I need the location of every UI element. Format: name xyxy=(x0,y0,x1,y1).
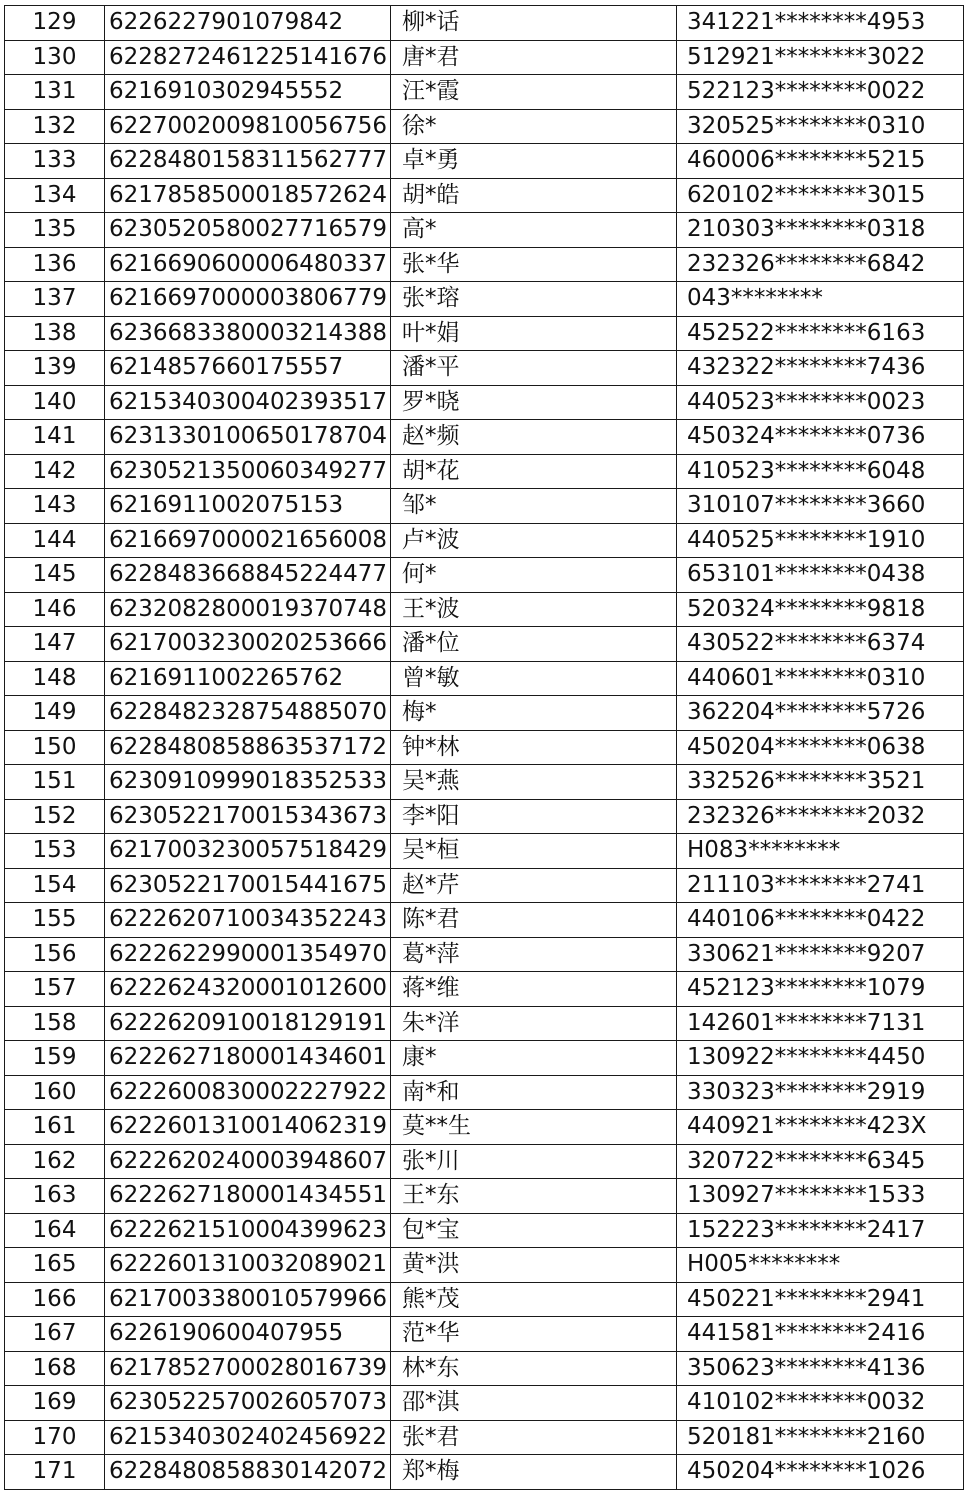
id-number-cell: 410523********6048 xyxy=(677,454,964,489)
table-row xyxy=(5,972,964,1007)
row-number-cell: 162 xyxy=(5,1144,105,1179)
name-cell: 罗*晓 xyxy=(391,385,677,420)
row-number-cell: 164 xyxy=(5,1213,105,1248)
id-number-cell: 211103********2741 xyxy=(677,868,964,903)
name-cell: 邹* xyxy=(391,489,677,524)
name-cell: 汪*霞 xyxy=(391,75,677,110)
row-number-cell: 149 xyxy=(5,696,105,731)
row-number-cell: 157 xyxy=(5,972,105,1007)
name-cell: 胡*皓 xyxy=(391,178,677,213)
id-number-cell: 410102********0032 xyxy=(677,1386,964,1421)
id-number-cell: 450204********1026 xyxy=(677,1455,964,1490)
card-number-cell: 6231330100650178704 xyxy=(105,420,391,455)
table-row xyxy=(5,1420,964,1455)
name-cell: 卓*勇 xyxy=(391,144,677,179)
table-row xyxy=(5,282,964,317)
table-row xyxy=(5,40,964,75)
row-number-cell: 165 xyxy=(5,1248,105,1283)
table-row xyxy=(5,696,964,731)
row-number-cell: 146 xyxy=(5,592,105,627)
id-number-cell: 350623********4136 xyxy=(677,1351,964,1386)
card-number-cell: 6216910302945552 xyxy=(105,75,391,110)
table-row xyxy=(5,592,964,627)
name-cell: 卢*波 xyxy=(391,523,677,558)
row-number-cell: 167 xyxy=(5,1317,105,1352)
table-row xyxy=(5,730,964,765)
table-row xyxy=(5,109,964,144)
name-cell: 钟*林 xyxy=(391,730,677,765)
card-number-cell: 6226190600407955 xyxy=(105,1317,391,1352)
card-number-cell: 6230522570026057073 xyxy=(105,1386,391,1421)
table-row xyxy=(5,1110,964,1145)
table-row xyxy=(5,316,964,351)
table-row xyxy=(5,6,964,41)
card-number-cell: 6230522170015343673 xyxy=(105,799,391,834)
name-cell: 南*和 xyxy=(391,1075,677,1110)
name-cell: 林*东 xyxy=(391,1351,677,1386)
row-number-cell: 140 xyxy=(5,385,105,420)
id-number-cell: 232326********6842 xyxy=(677,247,964,282)
name-cell: 胡*花 xyxy=(391,454,677,489)
name-cell: 黄*洪 xyxy=(391,1248,677,1283)
name-cell: 郑*梅 xyxy=(391,1455,677,1490)
card-number-cell: 6236683380003214388 xyxy=(105,316,391,351)
row-number-cell: 161 xyxy=(5,1110,105,1145)
name-cell: 朱*洋 xyxy=(391,1006,677,1041)
row-number-cell: 137 xyxy=(5,282,105,317)
card-number-cell: 6222600830002227922 xyxy=(105,1075,391,1110)
id-number-cell: 362204********5726 xyxy=(677,696,964,731)
name-cell: 葛*萍 xyxy=(391,937,677,972)
table-row xyxy=(5,834,964,869)
row-number-cell: 143 xyxy=(5,489,105,524)
name-cell: 包*宝 xyxy=(391,1213,677,1248)
id-number-cell: 452123********1079 xyxy=(677,972,964,1007)
name-cell: 曾*敏 xyxy=(391,661,677,696)
table-row xyxy=(5,1386,964,1421)
row-number-cell: 136 xyxy=(5,247,105,282)
id-number-cell: 512921********3022 xyxy=(677,40,964,75)
row-number-cell: 156 xyxy=(5,937,105,972)
card-number-cell: 6216697000003806779 xyxy=(105,282,391,317)
id-number-cell: 320525********0310 xyxy=(677,109,964,144)
account-table-body xyxy=(5,6,964,1490)
name-cell: 张*华 xyxy=(391,247,677,282)
table-row xyxy=(5,765,964,800)
id-number-cell: 520324********9818 xyxy=(677,592,964,627)
card-number-cell: 6222620240003948607 xyxy=(105,1144,391,1179)
id-number-cell: H005******** xyxy=(677,1248,964,1283)
row-number-cell: 153 xyxy=(5,834,105,869)
id-number-cell: 440106********0422 xyxy=(677,903,964,938)
table-row xyxy=(5,937,964,972)
table-row xyxy=(5,1455,964,1490)
row-number-cell: 148 xyxy=(5,661,105,696)
table-row xyxy=(5,1317,964,1352)
row-number-cell: 134 xyxy=(5,178,105,213)
id-number-cell: 142601********7131 xyxy=(677,1006,964,1041)
row-number-cell: 131 xyxy=(5,75,105,110)
card-number-cell: 6222627180001434551 xyxy=(105,1179,391,1214)
row-number-cell: 133 xyxy=(5,144,105,179)
table-row xyxy=(5,144,964,179)
id-number-cell: 520181********2160 xyxy=(677,1420,964,1455)
id-number-cell: 330621********9207 xyxy=(677,937,964,972)
card-number-cell: 6222621510004399623 xyxy=(105,1213,391,1248)
name-cell: 潘*平 xyxy=(391,351,677,386)
table-row xyxy=(5,1351,964,1386)
card-number-cell: 6226227901079842 xyxy=(105,6,391,41)
account-table xyxy=(4,5,964,1490)
id-number-cell: 440601********0310 xyxy=(677,661,964,696)
table-row xyxy=(5,75,964,110)
name-cell: 张*瑢 xyxy=(391,282,677,317)
name-cell: 张*君 xyxy=(391,1420,677,1455)
name-cell: 王*波 xyxy=(391,592,677,627)
row-number-cell: 166 xyxy=(5,1282,105,1317)
name-cell: 柳*话 xyxy=(391,6,677,41)
id-number-cell: 310107********3660 xyxy=(677,489,964,524)
name-cell: 赵*频 xyxy=(391,420,677,455)
card-number-cell: 6228272461225141676 xyxy=(105,40,391,75)
row-number-cell: 163 xyxy=(5,1179,105,1214)
row-number-cell: 152 xyxy=(5,799,105,834)
card-number-cell: 6214857660175557 xyxy=(105,351,391,386)
row-number-cell: 150 xyxy=(5,730,105,765)
row-number-cell: 169 xyxy=(5,1386,105,1421)
card-number-cell: 6222620710034352243 xyxy=(105,903,391,938)
name-cell: 潘*位 xyxy=(391,627,677,662)
id-number-cell: 341221********4953 xyxy=(677,6,964,41)
id-number-cell: 232326********2032 xyxy=(677,799,964,834)
name-cell: 徐* xyxy=(391,109,677,144)
name-cell: 唐*君 xyxy=(391,40,677,75)
id-number-cell: 210303********0318 xyxy=(677,213,964,248)
table-row xyxy=(5,523,964,558)
card-number-cell: 6217852700028016739 xyxy=(105,1351,391,1386)
id-number-cell: 320722********6345 xyxy=(677,1144,964,1179)
card-number-cell: 6217003230057518429 xyxy=(105,834,391,869)
name-cell: 王*东 xyxy=(391,1179,677,1214)
table-row xyxy=(5,903,964,938)
name-cell: 何* xyxy=(391,558,677,593)
id-number-cell: 440525********1910 xyxy=(677,523,964,558)
name-cell: 赵*芹 xyxy=(391,868,677,903)
id-number-cell: 130927********1533 xyxy=(677,1179,964,1214)
row-number-cell: 141 xyxy=(5,420,105,455)
card-number-cell: 6222601310014062319 xyxy=(105,1110,391,1145)
id-number-cell: 450324********0736 xyxy=(677,420,964,455)
row-number-cell: 138 xyxy=(5,316,105,351)
id-number-cell: 460006********5215 xyxy=(677,144,964,179)
table-row xyxy=(5,351,964,386)
card-number-cell: 6228482328754885070 xyxy=(105,696,391,731)
table-row xyxy=(5,420,964,455)
row-number-cell: 155 xyxy=(5,903,105,938)
name-cell: 张*川 xyxy=(391,1144,677,1179)
id-number-cell: 043******** xyxy=(677,282,964,317)
card-number-cell: 6230520580027716579 xyxy=(105,213,391,248)
table-row xyxy=(5,868,964,903)
name-cell: 陈*君 xyxy=(391,903,677,938)
name-cell: 莫**生 xyxy=(391,1110,677,1145)
id-number-cell: 450204********0638 xyxy=(677,730,964,765)
table-row xyxy=(5,661,964,696)
card-number-cell: 6228480858830142072 xyxy=(105,1455,391,1490)
id-number-cell: 620102********3015 xyxy=(677,178,964,213)
name-cell: 康* xyxy=(391,1041,677,1076)
table-row xyxy=(5,1282,964,1317)
card-number-cell: 6227002009810056756 xyxy=(105,109,391,144)
name-cell: 李*阳 xyxy=(391,799,677,834)
id-number-cell: 522123********0022 xyxy=(677,75,964,110)
name-cell: 吴*燕 xyxy=(391,765,677,800)
id-number-cell: 450221********2941 xyxy=(677,1282,964,1317)
card-number-cell: 6228483668845224477 xyxy=(105,558,391,593)
row-number-cell: 145 xyxy=(5,558,105,593)
row-number-cell: 129 xyxy=(5,6,105,41)
name-cell: 吴*桓 xyxy=(391,834,677,869)
row-number-cell: 159 xyxy=(5,1041,105,1076)
table-row xyxy=(5,489,964,524)
name-cell: 高* xyxy=(391,213,677,248)
card-number-cell: 6222620910018129191 xyxy=(105,1006,391,1041)
id-number-cell: 330323********2919 xyxy=(677,1075,964,1110)
card-number-cell: 6215340302402456922 xyxy=(105,1420,391,1455)
table-row xyxy=(5,1248,964,1283)
table-row xyxy=(5,247,964,282)
card-number-cell: 6230522170015441675 xyxy=(105,868,391,903)
row-number-cell: 132 xyxy=(5,109,105,144)
table-row xyxy=(5,799,964,834)
row-number-cell: 168 xyxy=(5,1351,105,1386)
name-cell: 范*华 xyxy=(391,1317,677,1352)
table-row xyxy=(5,558,964,593)
table-row xyxy=(5,1213,964,1248)
id-number-cell: 452522********6163 xyxy=(677,316,964,351)
row-number-cell: 142 xyxy=(5,454,105,489)
name-cell: 叶*娟 xyxy=(391,316,677,351)
card-number-cell: 6222622990001354970 xyxy=(105,937,391,972)
table-row xyxy=(5,385,964,420)
name-cell: 梅* xyxy=(391,696,677,731)
row-number-cell: 151 xyxy=(5,765,105,800)
card-number-cell: 6228480858863537172 xyxy=(105,730,391,765)
id-number-cell: 441581********2416 xyxy=(677,1317,964,1352)
card-number-cell: 6217003230020253666 xyxy=(105,627,391,662)
table-row xyxy=(5,213,964,248)
id-number-cell: 440921********423X xyxy=(677,1110,964,1145)
name-cell: 熊*茂 xyxy=(391,1282,677,1317)
card-number-cell: 6216911002075153 xyxy=(105,489,391,524)
row-number-cell: 135 xyxy=(5,213,105,248)
table-row xyxy=(5,454,964,489)
name-cell: 蒋*维 xyxy=(391,972,677,1007)
id-number-cell: H083******** xyxy=(677,834,964,869)
id-number-cell: 130922********4450 xyxy=(677,1041,964,1076)
card-number-cell: 6215340300402393517 xyxy=(105,385,391,420)
table-row xyxy=(5,1075,964,1110)
row-number-cell: 147 xyxy=(5,627,105,662)
card-number-cell: 6216697000021656008 xyxy=(105,523,391,558)
row-number-cell: 158 xyxy=(5,1006,105,1041)
row-number-cell: 160 xyxy=(5,1075,105,1110)
row-number-cell: 171 xyxy=(5,1455,105,1490)
card-number-cell: 6217003380010579966 xyxy=(105,1282,391,1317)
id-number-cell: 332526********3521 xyxy=(677,765,964,800)
card-number-cell: 6216690600006480337 xyxy=(105,247,391,282)
card-number-cell: 6230910999018352533 xyxy=(105,765,391,800)
table-row xyxy=(5,1179,964,1214)
card-number-cell: 6222601310032089021 xyxy=(105,1248,391,1283)
table-row xyxy=(5,178,964,213)
table-row xyxy=(5,1041,964,1076)
card-number-cell: 6232082800019370748 xyxy=(105,592,391,627)
row-number-cell: 144 xyxy=(5,523,105,558)
row-number-cell: 130 xyxy=(5,40,105,75)
id-number-cell: 430522********6374 xyxy=(677,627,964,662)
id-number-cell: 440523********0023 xyxy=(677,385,964,420)
name-cell: 邵*淇 xyxy=(391,1386,677,1421)
card-number-cell: 6222627180001434601 xyxy=(105,1041,391,1076)
id-number-cell: 152223********2417 xyxy=(677,1213,964,1248)
row-number-cell: 154 xyxy=(5,868,105,903)
card-number-cell: 6228480158311562777 xyxy=(105,144,391,179)
card-number-cell: 6216911002265762 xyxy=(105,661,391,696)
card-number-cell: 6217858500018572624 xyxy=(105,178,391,213)
row-number-cell: 139 xyxy=(5,351,105,386)
table-row xyxy=(5,1144,964,1179)
id-number-cell: 432322********7436 xyxy=(677,351,964,386)
table-row xyxy=(5,1006,964,1041)
card-number-cell: 6222624320001012600 xyxy=(105,972,391,1007)
id-number-cell: 653101********0438 xyxy=(677,558,964,593)
card-number-cell: 6230521350060349277 xyxy=(105,454,391,489)
table-row xyxy=(5,627,964,662)
row-number-cell: 170 xyxy=(5,1420,105,1455)
